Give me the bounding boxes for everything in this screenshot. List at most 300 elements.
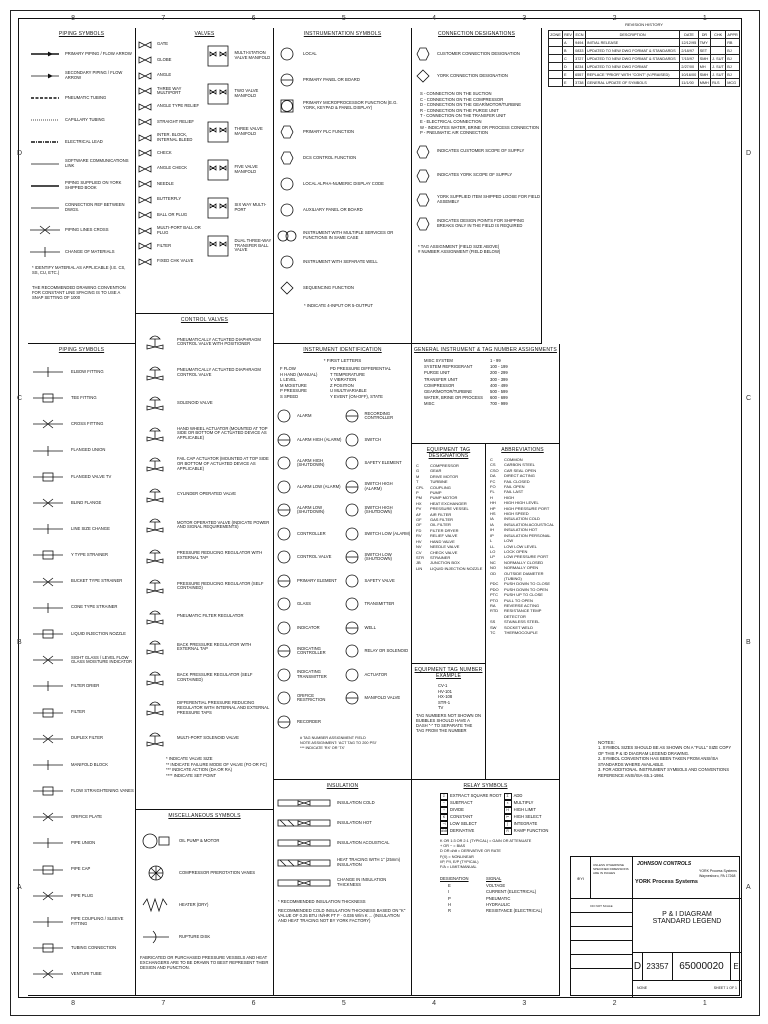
legend-symbol-icon — [136, 480, 174, 511]
legend-symbol-icon — [136, 449, 174, 480]
legend-symbol-icon — [412, 140, 434, 164]
zone-row-label: D — [746, 150, 752, 158]
legend-label: SIX WAY MULTI-PORT — [234, 202, 267, 212]
legend-label: PNEUMATICALLY ACTUATED DIAPHRAGM CONTROL VALVE WITH POSITIONER — [177, 336, 261, 347]
legend-label: CONTROL VALVE — [297, 554, 332, 560]
legend-row — [274, 640, 342, 664]
legend-symbol-icon — [274, 405, 294, 429]
legend-label: CAPILLARY TUBING — [65, 116, 105, 122]
legend-row — [28, 621, 135, 647]
legend-symbol-icon — [274, 569, 294, 593]
legend-row — [342, 663, 412, 687]
legend-symbol-icon — [28, 175, 62, 197]
legend-label: PRIMARY PLC FUNCTION — [303, 128, 355, 134]
legend-row — [136, 825, 273, 857]
legend-row — [136, 921, 273, 953]
legend-row — [136, 99, 204, 115]
legend-symbol-icon — [274, 93, 300, 119]
revision-cell: 0833 — [575, 48, 584, 53]
piping-symbols-list — [28, 43, 135, 263]
section-title: VALVES — [194, 31, 215, 37]
legend-label: SWITCH HIGH (ALARM) — [364, 481, 393, 491]
text-line: R - CONNECTION ON THE PURGE UNIT — [420, 107, 499, 113]
legend-row — [28, 752, 135, 778]
legend-label: ANGLE TYPE RELIEF — [157, 103, 200, 109]
relay-symbol-icon: ⊣ — [440, 821, 448, 828]
section-title: EQUIPMENT TAG DESIGNATIONS — [426, 447, 471, 459]
legend-row — [28, 65, 135, 87]
legend-row — [136, 192, 204, 208]
legend-label: HEAT TRACING WITH 1" (25mm) INSULATION — [337, 857, 401, 867]
instrument-id-notes — [274, 734, 411, 752]
legend-symbol-icon — [274, 499, 294, 523]
legend-symbol-icon — [412, 164, 434, 188]
legend-symbol-icon — [274, 67, 300, 93]
revision-cell: 3738 — [575, 80, 584, 85]
table-cell: HIGH HIGH LEVEL — [504, 500, 539, 506]
revision-cell — [549, 47, 563, 55]
table-cell: DIRECT ACTING — [504, 473, 535, 479]
revision-cell: E — [562, 71, 573, 79]
legend-label: BACK PRESSURE REGULATOR WITH EXTERNAL TAP — [177, 641, 252, 652]
legend-label: OIL PUMP & MOTOR — [179, 837, 220, 843]
table-cell: H — [490, 494, 493, 500]
legend-label: INDICATING CONTROLLER — [297, 645, 326, 656]
legend-label: INSTRUMENT WITH MULTIPLE SERVICES OR FUNCTIONS IN SAME CASE — [303, 230, 394, 240]
legend-symbol-icon — [412, 43, 434, 65]
legend-label: CYLINDER OPERATED VALVE — [177, 491, 237, 497]
text-line: V VIBRATION — [330, 377, 357, 383]
legend-label: RUPTURE DISK — [179, 933, 211, 939]
legend-label: INSULATION ACOUSTICAL — [337, 839, 390, 845]
connection-bubbles — [412, 43, 541, 87]
legend-symbol-icon — [28, 438, 68, 464]
legend-label: ORIFICE PLATE — [71, 813, 103, 819]
table-cell: STR — [416, 554, 424, 560]
legend-row — [28, 883, 135, 909]
legend-symbol-icon — [274, 171, 300, 197]
table-cell: AIR FILTER — [430, 511, 452, 517]
table-cell: COMPRESSOR — [430, 463, 459, 468]
revision-header: DR — [698, 31, 710, 39]
relay-symbol-icon: × — [504, 800, 512, 807]
legend-symbol-icon — [28, 778, 68, 804]
legend-row — [28, 464, 135, 490]
connection-codes — [412, 87, 541, 140]
legend-symbol-icon — [274, 833, 334, 853]
table-cell: HIGH SPEED — [504, 511, 529, 517]
table-cell: PUMP MOTOR — [430, 495, 458, 501]
valves-right-list — [204, 37, 274, 270]
legend-row — [274, 197, 411, 223]
table-cell: T — [416, 479, 419, 485]
notes-block — [598, 740, 738, 779]
legend-row — [136, 889, 273, 921]
legend-symbol-icon — [274, 452, 294, 476]
tb-header — [571, 857, 741, 899]
revision-cell: SMH — [698, 71, 710, 79]
text-line: # TAG NUMBER ASSIGNMENT FIELD — [300, 735, 366, 740]
text-line: T TEMPERATURE — [330, 371, 365, 377]
revision-row — [549, 71, 740, 79]
legend-row — [136, 693, 273, 724]
legend-symbol-icon — [342, 405, 362, 429]
tb-footer — [633, 981, 741, 997]
text-line: T - CONNECTION ON THE TRANSFER UNIT — [420, 113, 506, 119]
legend-label: CONNECTION REF BETWEEN DWGS. — [65, 202, 125, 212]
revision-cell: GENERAL UPDATE OF SYMBOLS — [585, 79, 680, 87]
legend-row — [136, 223, 204, 239]
pair-value: 600 - 699 — [490, 395, 508, 401]
revision-cell: UPDATED TO NEW DWG FORMAT & STANDARDS — [585, 55, 680, 63]
legend-symbol-icon — [412, 188, 434, 212]
relay-symbol-icon: H — [504, 807, 512, 814]
legend-symbol-icon — [274, 522, 294, 546]
tb-number-row — [633, 953, 741, 981]
legend-label: ALARM — [297, 413, 312, 419]
text-line: # NUMBER ASSIGNMENT (FIELD BELOW) — [418, 249, 501, 255]
legend-label: SIGHT GLASS / LEVEL FLOW GLASS MOISTURE INDICATOR — [71, 654, 133, 665]
address-line: YORK Process Systems — [699, 869, 737, 873]
legend-row — [274, 452, 342, 476]
pair-value: 1 - 99 — [490, 358, 501, 363]
text-line: E - ELECTRICAL CONNECTION — [420, 118, 482, 124]
legend-symbol-icon — [28, 241, 62, 263]
text-line: Z POSITION — [330, 382, 354, 388]
do-not-scale: DO NOT SCALE — [571, 899, 632, 913]
zone-column-label: 1 — [702, 1000, 707, 1007]
revision-cell: RLS — [711, 79, 726, 87]
legend-label: THREE WAY MULTIPORT — [157, 85, 182, 96]
legend-symbol-icon — [28, 411, 68, 437]
piping-symbols-2-list — [28, 359, 135, 988]
legend-label: SAFETY ELEMENT — [364, 460, 402, 466]
legend-label: PRIMARY PANEL OR BOARD — [303, 76, 360, 82]
relay-symbol-icon: Σ — [440, 793, 448, 800]
legend-label: DUAL THREE-WAY TRANSFER BALL VALVE — [234, 238, 272, 253]
table-cell: AF — [416, 511, 422, 517]
legend-row — [136, 449, 273, 480]
table-cell: NORMALLY CLOSED — [504, 559, 544, 565]
revision-row — [549, 47, 740, 55]
legend-row — [28, 175, 135, 197]
table-cell: COUPLING — [430, 484, 451, 490]
text-line: 2. SYMBOL CONVENTION HAS BEEN TAKEN FROM ANSI/ISA STANDARDS WHERE AVAILABLE. — [598, 756, 718, 767]
legend-label: SWITCH — [364, 436, 382, 442]
zone-row-label: D — [17, 150, 23, 158]
text-line: M MOISTURE — [280, 382, 307, 388]
table-cell: PV — [416, 506, 422, 512]
insulation-note: RECOMMENDED COLD INSULATION THICKNESS BASED ON "K" VALUE OF 0.25 BTU IN/HR FT F · 0.036 W/m K ... (INSULATION AND HEAT TRACING NOT BY YORK FACTORY) — [278, 908, 406, 923]
pair-row — [448, 908, 555, 914]
text-line: W - INDICATES WATER, BRINE OR PROCESS CONNECTION — [420, 124, 540, 130]
table-cell: PUSH DOWN TO OPEN — [504, 586, 548, 592]
legend-symbol-icon — [28, 595, 68, 621]
relay-label: DIVIDE — [450, 807, 464, 812]
legend-label: FILTER DRIER — [71, 683, 100, 689]
text-line: + OR − = BIAS — [440, 844, 466, 849]
text-line: K OR 1:3 OR 2:1 (TYPICAL) = GAIN OR ATTENUATE — [440, 839, 532, 843]
legend-row — [274, 687, 342, 711]
legend-label: PIPE UNION — [71, 840, 96, 846]
legend-label: SECONDARY PIPING / FLOW ARROW — [65, 70, 123, 80]
section-title: EQUIPMENT TAG NUMBER EXAMPLE — [414, 667, 483, 679]
legend-label: PNEUMATIC FILTER REGULATOR — [177, 613, 244, 619]
table-cell: RELIEF VALVE — [430, 533, 458, 539]
legend-row — [274, 223, 411, 249]
revision-cell: J. SUT — [712, 72, 724, 77]
legend-symbol-icon — [274, 663, 294, 687]
table-cell: CAR SEAL OPEN — [504, 467, 537, 473]
zone-column-label: 7 — [161, 1000, 166, 1007]
zone-column-label: 3 — [522, 15, 527, 22]
legend-symbol-icon — [342, 616, 362, 640]
text-line: I/P, P/I, E/P (TYPICAL) — [440, 859, 479, 864]
table-cell: FO — [490, 484, 496, 490]
text-line: CV-1 — [438, 683, 448, 688]
legend-row — [28, 516, 135, 542]
table-cell: CS — [490, 462, 496, 468]
legend-label: CHANGE OF MATERIALS — [65, 248, 115, 254]
revision-cell: UPDATED TO NEW DWG FORMAT & STANDARDS — [585, 47, 680, 55]
table-cell: PUSH DOWN TO CLOSE — [504, 581, 551, 587]
legend-label: BUCKET TYPE STRAINER — [71, 578, 123, 584]
section-title: INSTRUMENTATION SYMBOLS — [303, 31, 382, 37]
relay-label: HIGH LIMIT — [513, 807, 536, 812]
equipment-tags-table — [416, 463, 482, 571]
table-cell: P — [416, 490, 419, 496]
legend-label: ALARM HIGH (ALARM) — [297, 436, 342, 442]
legend-symbol-icon — [274, 41, 300, 67]
connection-notes — [412, 236, 541, 263]
text-line: U MULTIVARIABLE — [330, 388, 367, 394]
table-cell: SS — [490, 619, 496, 625]
legend-row — [274, 833, 411, 853]
legend-row — [342, 475, 412, 499]
table-cell: LL — [490, 543, 495, 549]
revision-cell — [549, 71, 563, 79]
relay-symbol-icon: − — [440, 800, 448, 807]
snap-note: THE RECOMMENDED DRAWING CONVENTION FOR CONSTANT LINE SPACING IS TO USE A SNAP SETTING OF 1000 — [32, 285, 126, 300]
legend-row — [342, 569, 412, 593]
legend-row — [274, 499, 342, 523]
legend-row — [28, 43, 135, 65]
revision-cell: B — [562, 47, 573, 55]
legend-row — [28, 109, 135, 131]
legend-symbol-icon — [136, 223, 154, 239]
legend-row — [28, 830, 135, 856]
signal-designation-header: DESIGNATION — [440, 876, 469, 882]
revision-cell: 3727 — [575, 56, 584, 61]
legend-symbol-icon — [342, 499, 362, 523]
footnote: * INDICATE 4-INPUT OR 5-OUTPUT — [304, 303, 373, 308]
legend-label: CHANGE IN INSULATION THICKNESS — [337, 877, 387, 887]
text-line: HV-101 — [438, 688, 452, 694]
legend-label: MULTI-STATION VALVE MANIFOLD — [234, 50, 271, 60]
pair-key: I — [448, 889, 450, 895]
legend-symbol-icon — [274, 223, 300, 249]
legend-row — [28, 197, 135, 219]
table-cell: M — [416, 473, 420, 479]
zone-column-label: 4 — [432, 15, 437, 22]
text-line: STR-1 — [438, 699, 451, 705]
table-cell: FAIL LAST — [504, 489, 524, 495]
legend-row — [342, 616, 412, 640]
legend-label: TRANSMITTER — [364, 601, 395, 607]
legend-row — [136, 115, 204, 131]
legend-row — [274, 616, 342, 640]
table-cell: PDO — [490, 586, 499, 592]
legend-label: TEE FITTING — [71, 394, 97, 400]
table-cell: CV — [416, 549, 422, 555]
legend-label: WELL — [364, 624, 376, 630]
pair-key: SYSTEM REFRIGERANT — [424, 364, 473, 370]
legend-row — [274, 873, 411, 893]
text-line: S - CONNECTION ON THE SUCTION — [420, 91, 492, 96]
legend-label: PNEUMATICALLY ACTUATED DIAPHRAGM CONTROL VALVE — [177, 367, 261, 377]
relay-item — [440, 807, 502, 814]
legend-row — [136, 663, 273, 694]
legend-row — [412, 188, 541, 212]
legend-label: ANGLE CHECK — [157, 165, 188, 171]
text-line: HX-108 — [438, 694, 453, 700]
legend-symbol-icon — [274, 475, 294, 499]
legend-label: CONTROLLER — [297, 530, 326, 536]
first-letters-title: * FIRST LETTERS — [323, 358, 362, 363]
table-cell: IA — [490, 521, 494, 527]
relay-symbol-icon: ⊢ — [504, 814, 512, 821]
legend-symbol-icon — [342, 687, 362, 711]
legend-label: COMPRESSOR PREROTATION VANES — [179, 869, 256, 875]
relay-item — [440, 821, 502, 828]
relay-item — [440, 793, 502, 800]
legend-row — [274, 145, 411, 171]
legend-row — [274, 663, 342, 687]
section-title: INSTRUMENT IDENTIFICATION — [303, 347, 382, 353]
revision-title: REVISION HISTORY — [625, 22, 663, 27]
legend-label: CROSS FITTING — [71, 421, 104, 427]
legend-row — [136, 327, 273, 358]
text-line: TV — [438, 705, 444, 711]
valves-left-list — [136, 37, 204, 270]
legend-symbol-icon — [136, 358, 174, 389]
legend-symbol-icon — [136, 146, 154, 162]
legend-symbol-icon — [28, 542, 68, 568]
section-title: RELAY SYMBOLS — [463, 783, 508, 789]
table-cell: SW — [490, 624, 497, 630]
legend-symbol-icon — [28, 857, 68, 883]
legend-label: YORK CONNECTION DESIGNATION — [437, 72, 508, 78]
legend-symbol-icon — [274, 873, 334, 893]
legend-label: STRAIGHT RELIEF — [157, 118, 194, 124]
table-cell: LOW PRESSURE PORT — [504, 554, 549, 560]
zone-row-label: A — [746, 883, 751, 891]
table-cell: IH — [490, 527, 494, 533]
table-cell: LIQUID INJECTION NOZZLE — [430, 565, 483, 571]
table-cell: OIL FILTER — [430, 522, 451, 528]
relay-symbol-icon: d/dt — [441, 829, 447, 833]
legend-label: MULTI-PORT BALL OR PLUG — [157, 225, 201, 235]
legend-symbol-icon — [342, 546, 362, 570]
legend-symbol-icon — [136, 602, 174, 633]
relay-label: LOW SELECT — [450, 821, 477, 826]
legend-row — [274, 569, 342, 593]
valves-section — [136, 28, 274, 314]
legend-row — [136, 130, 204, 146]
legend-symbol-icon — [204, 189, 232, 227]
table-row — [490, 571, 559, 582]
legend-symbol-icon — [274, 616, 294, 640]
legend-row — [204, 189, 274, 227]
legend-label: ALARM LOW (SHUTDOWN) — [297, 504, 325, 515]
table-cell: PULL TO OPEN — [504, 597, 533, 603]
legend-label: PRESSURE REDUCING REGULATOR WITH EXTERNAL TAP — [177, 550, 263, 560]
legend-symbol-icon — [28, 87, 62, 109]
revision-header: REV — [564, 32, 572, 37]
legend-row — [136, 37, 204, 53]
legend-label: BALL OR PLUG — [157, 211, 188, 217]
legend-row — [136, 358, 273, 389]
table-cell: OD — [490, 570, 496, 576]
legend-label: INSULATION HOT — [337, 819, 372, 825]
zone-row-label: C — [746, 394, 752, 402]
legend-label: FLOW STRAIGHTENING VANES — [71, 787, 134, 793]
legend-symbol-icon — [28, 385, 68, 411]
legend-symbol-icon — [136, 857, 176, 889]
legend-label: FLANGED UNION — [71, 447, 106, 453]
legend-row — [28, 542, 135, 568]
revision-cell: INITIAL RELEASE — [585, 39, 680, 47]
legend-row — [28, 569, 135, 595]
table-cell: GEAR — [430, 468, 442, 474]
legend-row — [204, 113, 274, 151]
size-code: D — [633, 953, 643, 981]
table-cell: RESISTANCE TEMP DETECTOR — [504, 608, 542, 619]
table-cell: LIN — [416, 565, 423, 571]
legend-label: INDICATES YORK SCOPE OF SUPPLY — [437, 172, 513, 178]
tb-title — [633, 899, 741, 953]
legend-row — [136, 541, 273, 572]
table-cell: OUTSIDE DIAMETER (TUBING) — [504, 570, 544, 581]
table-cell: PTC — [490, 592, 498, 598]
legend-label: PIPING LINES CROSS — [65, 226, 109, 232]
pair-value: HYDRAULIC — [486, 901, 511, 907]
legend-label: RELAY OR SOLENOID — [364, 648, 409, 654]
section-title: MISCELLANEOUS SYMBOLS — [168, 813, 241, 819]
legend-row — [274, 405, 342, 429]
legend-label: PRIMARY PIPING / FLOW ARROW — [65, 50, 132, 56]
relay-item — [504, 821, 555, 828]
pair-key: E — [448, 883, 451, 889]
legend-symbol-icon — [136, 571, 174, 602]
legend-symbol-icon — [342, 428, 362, 452]
table-cell: LOW — [504, 538, 514, 544]
legend-row — [136, 857, 273, 889]
text-line: C - CONNECTION ON THE COMPRESSOR — [420, 96, 504, 102]
revision-cell: 11/1/00 — [680, 79, 698, 87]
legend-symbol-icon — [274, 640, 294, 664]
legend-label: SOFTWARE COMMUNICATIONS LINK — [65, 158, 129, 168]
legend-symbol-icon — [274, 793, 334, 813]
legend-symbol-icon — [136, 84, 154, 100]
legend-label: ELBOW FITTING — [71, 368, 104, 374]
relay-item — [504, 800, 555, 807]
revision-row — [549, 79, 740, 87]
general-tag-section — [412, 344, 560, 444]
legend-row — [274, 710, 342, 734]
legend-row — [136, 53, 204, 69]
legend-row — [274, 171, 411, 197]
